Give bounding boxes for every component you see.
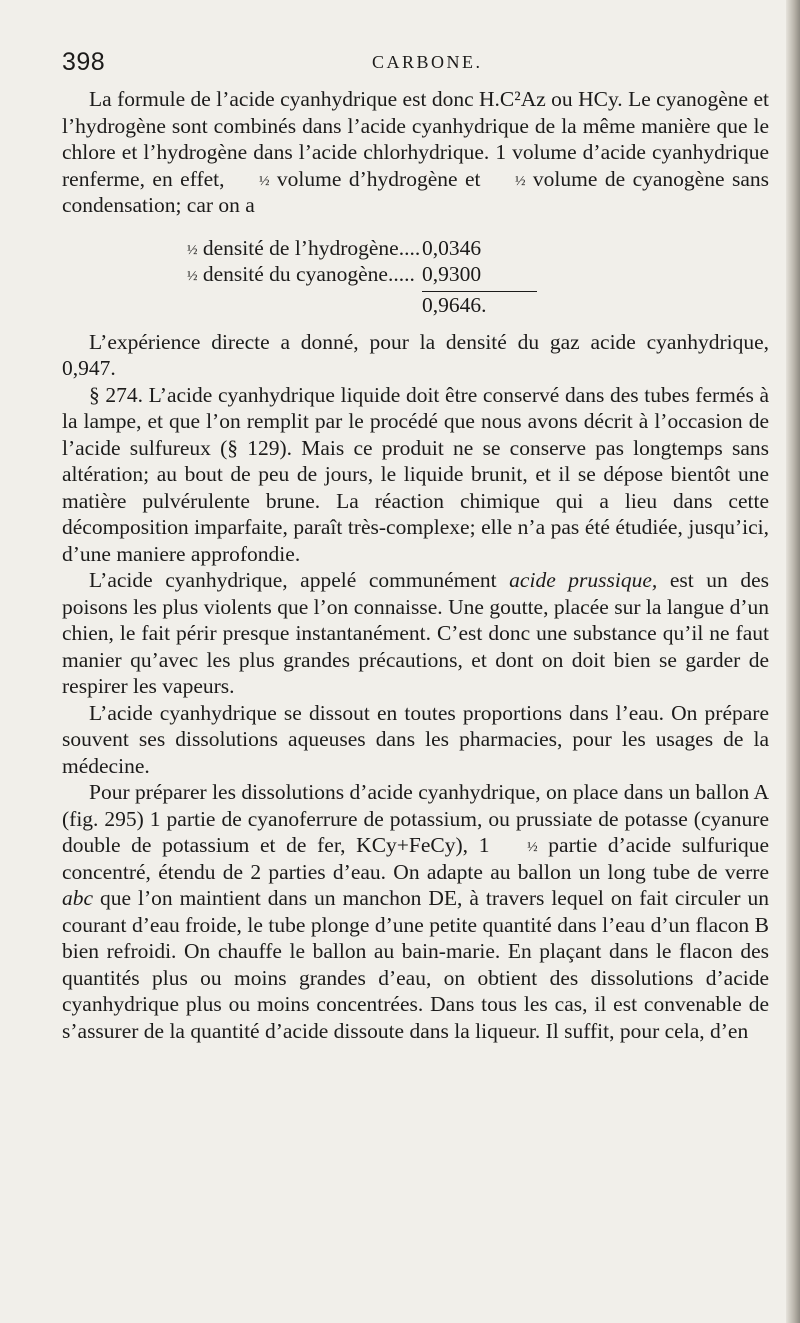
density-table — [187, 235, 537, 317]
paragraph-section-274: § 274. L’acide cyanhydrique liquide doit être conservé dans des tubes fermés à la lampe, et que l’on remplit par le procédé que nous avons décrit à l’occasion de l’acide sulfureux (§ 129). Mais ce produit ne se conserve pas longtemps sans altération; au bout de peu de jours, le liquide brunit, et il se dépose bientôt une matière pulvérulente brune. La réaction chimique qui a lieu dans cette décomposition imparfaite, paraît très-complexe; elle n’a pas été étudiée, jusqu’ici, d’une maniere approfondie. — [62, 382, 769, 566]
fraction-half: ½ — [258, 173, 270, 189]
paragraph-prussic-acid: L’acide cyanhydrique, appelé communément acide prussique, est un des poisons les plus violents que l’on connaisse. Une goutte, placée sur la langue d’un chien, le fait périr presque instantanément. C’est donc une substance qu’il ne faut manier qu’avec les plus grandes précautions, et dont on doit bien se garder de respirer les vapeurs. — [62, 568, 769, 698]
paragraph-preparation: Pour préparer les dissolutions d’acide cyanhydrique, on place dans un ballon A (fig. 295) 1 partie de cyanoferrure de potassium, ou prussiate de potasse (cyanure double de potassium et de fer, KCy+FeCy), 1 ½ partie d’acide sulfurique concentré, étendu de 2 parties d’eau. On adapte au ballon un long tube de verre abc que l’on maintient dans un manchon DE, à travers lequel on fait circuler un courant d’eau froide, le tube plonge d’une petite quantité dans l’eau d’un flacon B bien refroidi. On chauffe le ballon au bain-marie. En plaçant dans le flacon des quantités plus ou moins grandes d’eau, on obtient des dissolutions d’acide cyanhydrique plus ou moins concentrées. Dans tous les cas, il est convenable de s’assurer de la quantité d’acide dissoute dans la liqueur. Il suffit, pour cela, d’en — [62, 780, 769, 1043]
fraction-half: ½ — [514, 173, 526, 189]
density-row-hydrogen: ½ densité de l’hydrogène.... 0,0346 — [187, 235, 537, 261]
page-header — [62, 48, 762, 82]
page-number: 398 — [62, 48, 106, 76]
density-total: 0,9646. — [422, 291, 537, 313]
paragraph-dissolution: L’acide cyanhydrique se dissout en toutes proportions dans l’eau. On prépare souvent ses dissolutions aqueuses dans les pharmacies, pour les usages de la médecine. — [62, 700, 769, 778]
body-text — [62, 86, 769, 1044]
fraction-half: ½ — [527, 840, 538, 855]
paragraph-experience: L’expérience directe a donné, pour la densité du gaz acide cyanhydrique, 0,947. — [62, 329, 769, 380]
page-edge-shadow — [786, 0, 800, 1323]
density-row-cyanogen: ½ densité du cyanogène..... 0,9300 — [187, 261, 537, 287]
running-head: CARBONE. — [372, 52, 483, 72]
density-value: 0,0346 — [422, 235, 482, 260]
density-value: 0,9300 — [422, 261, 482, 286]
density-total-row — [187, 287, 537, 317]
paragraph-formula: La formule de l’acide cyanhydrique est donc H.C²Az ou HCy. Le cyanogène et l’hydrogène sont combinés dans l’acide cyanhydrique de la même manière que le chlore et l’hydrogène dans l’acide chlorhydrique. 1 volume d’acide cyanhydrique renferme, en effet, ½ volume d’hydrogène et ½ volume de cyanogène sans condensation; car on a — [62, 87, 769, 217]
